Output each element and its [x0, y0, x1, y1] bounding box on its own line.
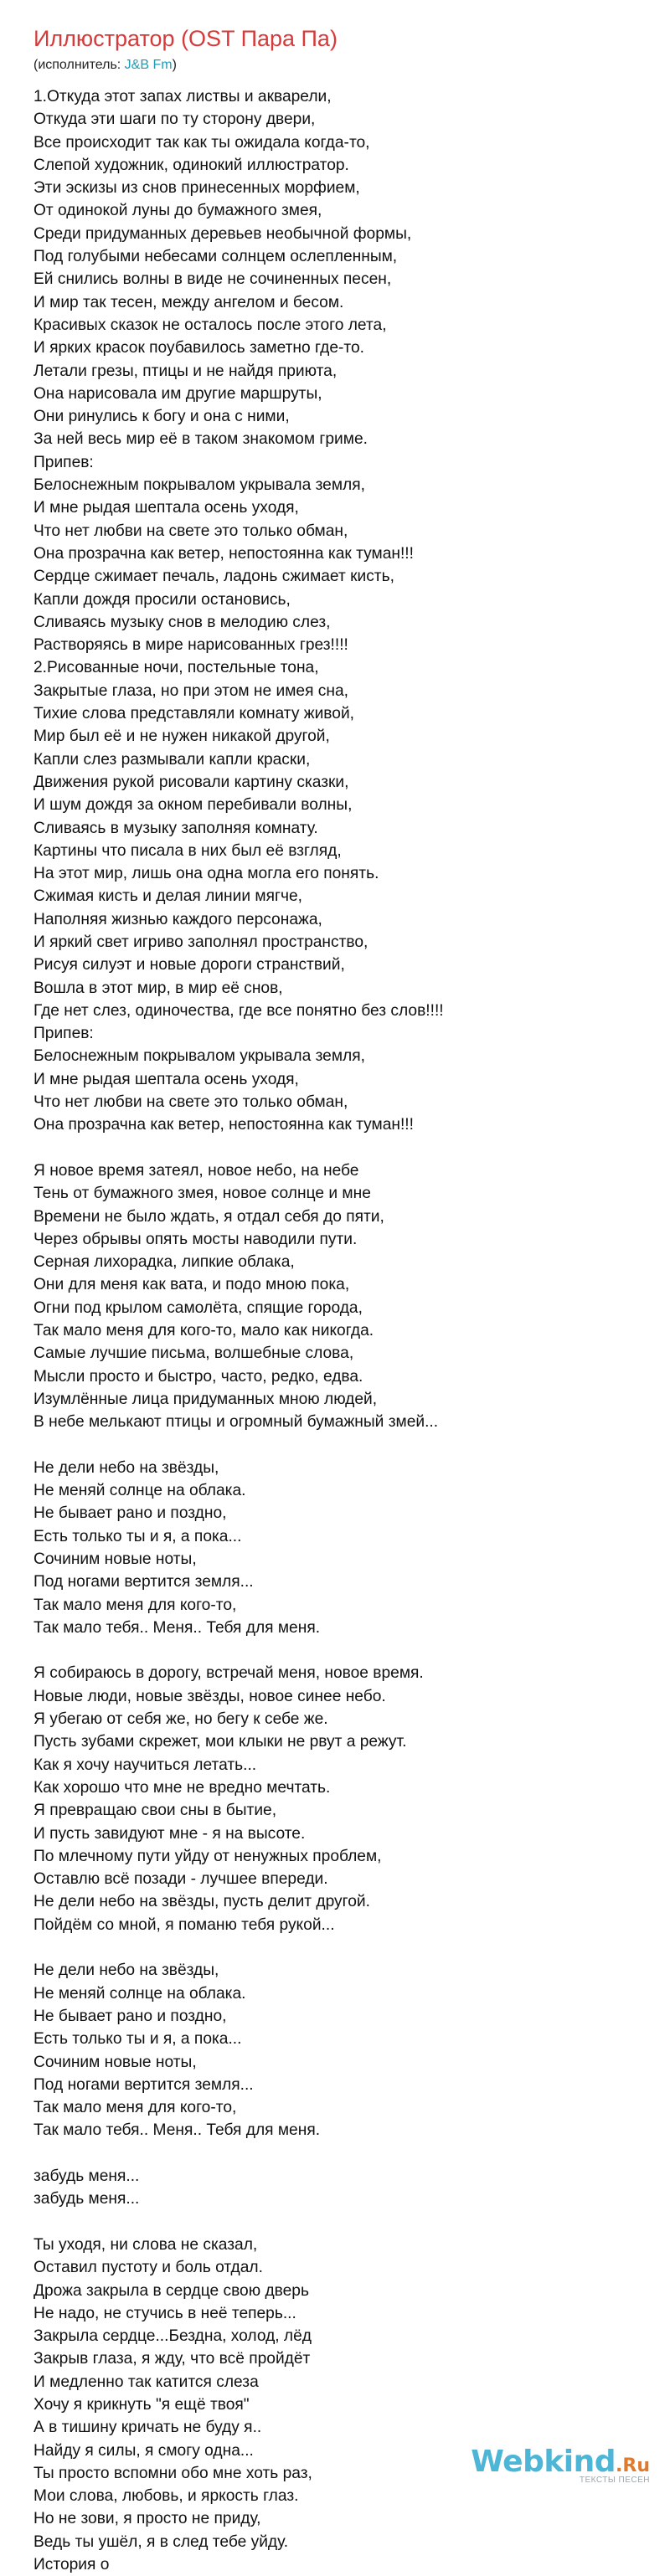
- lyric-line: Я превращаю свои сны в бытие,: [34, 1802, 277, 1820]
- lyric-line: Она прозрачна как ветер, непостоянна как туман!!!: [34, 1116, 414, 1134]
- lyric-line: Как хорошо что мне не вредно мечтать.: [34, 1778, 331, 1797]
- lyric-line: Где нет слез, одиночества, где все понятно без слов!!!!: [34, 1001, 444, 1020]
- lyric-line: Движения рукой рисовали картину сказки,: [34, 773, 349, 791]
- watermark-logo: [471, 2445, 650, 2479]
- lyric-line: Припев:: [34, 453, 94, 471]
- lyric-line: От одинокой луны до бумажного змея,: [34, 202, 322, 220]
- lyric-line: И мне рыдая шептала осень уходя,: [34, 1070, 299, 1088]
- lyric-line: Среди придуманных деревьев необычной формы,: [34, 224, 412, 243]
- lyric-line: 2.Рисованные ночи, постельные тона,: [34, 659, 319, 677]
- lyric-line: Она прозрачна как ветер, непостоянна как туман!!!: [34, 544, 414, 563]
- lyric-line: И ярких красок поубавилось заметно где-то.: [34, 339, 365, 357]
- lyric-line: Эти эскизы из снов принесенных морфием,: [34, 179, 360, 198]
- performer-suffix: ): [172, 58, 177, 72]
- watermark-subtitle: ТЕКСТЫ ПЕСЕН: [579, 2476, 650, 2485]
- lyric-line: Закрытые глаза, но при этом не имея сна,: [34, 681, 348, 700]
- lyric-line: Хочу я крикнуть "я ещё твоя": [34, 2395, 250, 2414]
- lyric-line: Не меняй солнце на облака.: [34, 1482, 246, 1500]
- lyric-line: Изумлённые лица придуманных мною людей,: [34, 1390, 378, 1408]
- lyric-line: [34, 2211, 653, 2234]
- lyric-line: Сливаясь в музыку заполняя комнату.: [34, 819, 318, 837]
- performer-link[interactable]: J&B Fm: [124, 58, 173, 72]
- lyric-line: Ты просто вспомни обо мне хоть раз,: [34, 2464, 312, 2482]
- lyric-line: Под голубыми небесами солнцем ослепленным,: [34, 248, 398, 266]
- lyric-line: Времени не было ждать, я отдал себя до пяти,: [34, 1207, 384, 1226]
- lyric-line: Есть только ты и я, а пока...: [34, 1527, 242, 1545]
- lyric-line: А в тишину кричать не буду я..: [34, 2419, 262, 2437]
- lyric-line: Припев:: [34, 1025, 94, 1043]
- lyric-line: Они ринулись к богу и она с ними,: [34, 408, 290, 426]
- lyric-line: [34, 1434, 653, 1457]
- lyric-line: Так мало меня для кого-то, мало как никогда.: [34, 1322, 374, 1340]
- lyric-line: Все происходит так как ты ожидала когда-то,: [34, 133, 370, 152]
- site-watermark: [471, 2445, 650, 2485]
- lyric-line: Так мало меня для кого-то,: [34, 2099, 237, 2117]
- lyric-line: Что нет любви на свете это только обман,: [34, 1093, 348, 1112]
- lyric-line: Белоснежным покрывалом укрывала земля,: [34, 476, 365, 495]
- lyric-line: Не дели небо на звёзды, пусть делит другой.: [34, 1893, 370, 1911]
- lyric-line: Не дели небо на звёзды,: [34, 1458, 219, 1477]
- lyric-line: Тень от бумажного змея, новое солнце и мне: [34, 1185, 371, 1203]
- watermark-brand: Webkind: [471, 2445, 616, 2479]
- lyric-line: И яркий свет игриво заполнял пространство,: [34, 933, 368, 951]
- lyric-line: Не надо, не стучись в неё теперь...: [34, 2304, 296, 2322]
- lyric-line: Не меняй солнце на облака.: [34, 1984, 246, 2003]
- lyric-line: За ней весь мир её в таком знакомом гриме.: [34, 430, 368, 449]
- lyric-line: Рисуя силуэт и новые дороги странствий,: [34, 956, 345, 974]
- lyric-line: Под ногами вертится земля...: [34, 1573, 254, 1591]
- lyric-line: Растворяясь в мире нарисованных грез!!!!: [34, 636, 348, 655]
- watermark-tld: .Ru: [616, 2455, 650, 2476]
- page-title: Иллюстратор (OST Пара Па): [34, 26, 338, 51]
- lyric-line: Так мало тебя.. Меня.. Тебя для меня.: [34, 2121, 321, 2140]
- performer-line: [34, 55, 636, 75]
- lyric-line: Так мало меня для кого-то,: [34, 1596, 237, 1614]
- lyric-line: Через обрывы опять мосты наводили пути.: [34, 1230, 358, 1248]
- lyric-line: Огни под крылом самолёта, спящие города,: [34, 1298, 363, 1317]
- lyric-line: [34, 2142, 653, 2165]
- lyric-line: Сердце сжимает печаль, ладонь сжимает кисть,: [34, 568, 394, 586]
- lyric-line: Новые люди, новые звёзды, новое синее небо.: [34, 1687, 386, 1705]
- lyric-line: Тихие слова представляли комнату живой,: [34, 705, 354, 723]
- lyric-line: Я собираюсь в дорогу, встречай меня, новое время.: [34, 1664, 424, 1683]
- lyric-line: Она нарисовала им другие маршруты,: [34, 384, 322, 403]
- lyric-line: Сжимая кисть и делая линии мягче,: [34, 887, 302, 906]
- lyric-line: Не дели небо на звёзды,: [34, 1962, 219, 1980]
- lyric-line: Ей снились волны в виде не сочиненных песен,: [34, 270, 392, 289]
- lyric-line: Наполняя жизнью каждого персонажа,: [34, 910, 322, 928]
- lyric-line: [34, 1639, 653, 1662]
- lyric-line: Капли слез размывали капли краски,: [34, 750, 311, 769]
- lyric-line: Закрыв глаза, я жду, что всё пройдёт: [34, 2350, 311, 2368]
- lyric-line: Мои слова, любовь, и яркость глаз.: [34, 2487, 299, 2506]
- lyric-line: Летали грезы, птицы и не найдя приюта,: [34, 362, 338, 380]
- lyric-line: Картины что писала в них был её взгляд,: [34, 841, 342, 860]
- lyric-line: И мне рыдая шептала осень уходя,: [34, 499, 299, 517]
- lyric-line: Откуда эти шаги по ту сторону двери,: [34, 111, 316, 129]
- performer-prefix: (исполнитель:: [34, 58, 125, 72]
- lyric-line: Я убегаю от себя же, но бегу к себе же.: [34, 1710, 328, 1729]
- lyric-line: Вошла в этот мир, в мир её снов,: [34, 979, 283, 997]
- lyric-line: Капли дождя просили остановись,: [34, 590, 291, 609]
- lyric-line: Есть только ты и я, а пока...: [34, 2030, 242, 2049]
- lyric-line: Мир был её и не нужен никакой другой,: [34, 728, 330, 746]
- lyric-line: Оставлю всё позади - лучшее впереди.: [34, 1870, 328, 1889]
- lyric-line: И медленно так катится слеза: [34, 2373, 259, 2391]
- lyric-line: Так мало тебя.. Меня.. Тебя для меня.: [34, 1618, 321, 1637]
- lyric-line: Найду я силы, я смогу одна...: [34, 2441, 254, 2460]
- lyric-line: [34, 1137, 653, 1159]
- lyric-line: Пусть зубами скрежет, мои клыки не рвут а режут.: [34, 1733, 407, 1751]
- lyric-line: История о: [34, 2556, 110, 2574]
- lyric-line: Закрыла сердце...Бездна, холод, лёд: [34, 2327, 312, 2346]
- lyric-line: Мысли просто и быстро, часто, редко, едва.: [34, 1367, 363, 1386]
- lyric-line: 1.Откуда этот запах листвы и акварели,: [34, 88, 332, 105]
- lyric-line: И мир так тесен, между ангелом и бесом.: [34, 293, 344, 311]
- lyric-line: Пойдём со мной, я поманю тебя рукой...: [34, 1915, 335, 1934]
- lyric-line: забудь меня...: [34, 2167, 140, 2186]
- lyric-line: По млечному пути уйду от ненужных проблем,: [34, 1847, 382, 1865]
- lyric-line: Сливаясь музыку снов в мелодию слез,: [34, 613, 331, 631]
- lyric-line: Они для меня как вата, и подо мною пока,: [34, 1276, 350, 1294]
- lyric-line: Серная лихорадка, липкие облака,: [34, 1253, 295, 1272]
- lyric-line: Ты уходя, ни слова не сказал,: [34, 2235, 258, 2254]
- lyric-line: Красивых сказок не осталось после этого лета,: [34, 316, 387, 334]
- lyric-line: На этот мир, лишь она одна могла его понять.: [34, 865, 379, 883]
- lyric-line: Дрожа закрыла в сердце свою дверь: [34, 2281, 309, 2300]
- lyric-line: Сочиним новые ноты,: [34, 2053, 197, 2071]
- lyric-line: Но не зови, я просто не приду,: [34, 2510, 261, 2528]
- lyric-line: В небе мелькают птицы и огромный бумажный змей...: [34, 1413, 439, 1432]
- lyric-line: Что нет любви на свете это только обман,: [34, 522, 348, 540]
- lyric-line: Я новое время затеял, новое небо, на небе: [34, 1161, 359, 1180]
- lyric-line: Сочиним новые ноты,: [34, 1550, 197, 1568]
- lyric-line: [34, 1936, 653, 1959]
- lyric-line: Слепой художник, одинокий иллюстратор.: [34, 156, 349, 174]
- lyric-line: Ведь ты ушёл, я в след тебе уйду.: [34, 2532, 289, 2551]
- lyric-line: Не бывает рано и поздно,: [34, 1504, 227, 1523]
- lyric-line: И шум дождя за окном перебивали волны,: [34, 796, 353, 815]
- lyric-line: Как я хочу научиться летать...: [34, 1756, 257, 1774]
- lyric-line: Не бывает рано и поздно,: [34, 2007, 227, 2025]
- lyric-line: Под ногами вертится земля...: [34, 2075, 254, 2094]
- lyric-line: Оставил пустоту и боль отдал.: [34, 2259, 263, 2277]
- lyric-line: Белоснежным покрывалом укрывала земля,: [34, 1047, 365, 1066]
- page-header: [34, 23, 636, 75]
- lyric-line: И пусть завидуют мне - я на высоте.: [34, 1824, 306, 1843]
- lyrics-text: [34, 85, 653, 2576]
- lyric-line: забудь меня...: [34, 2190, 140, 2208]
- lyric-line: Самые лучшие письма, волшебные слова,: [34, 1345, 354, 1363]
